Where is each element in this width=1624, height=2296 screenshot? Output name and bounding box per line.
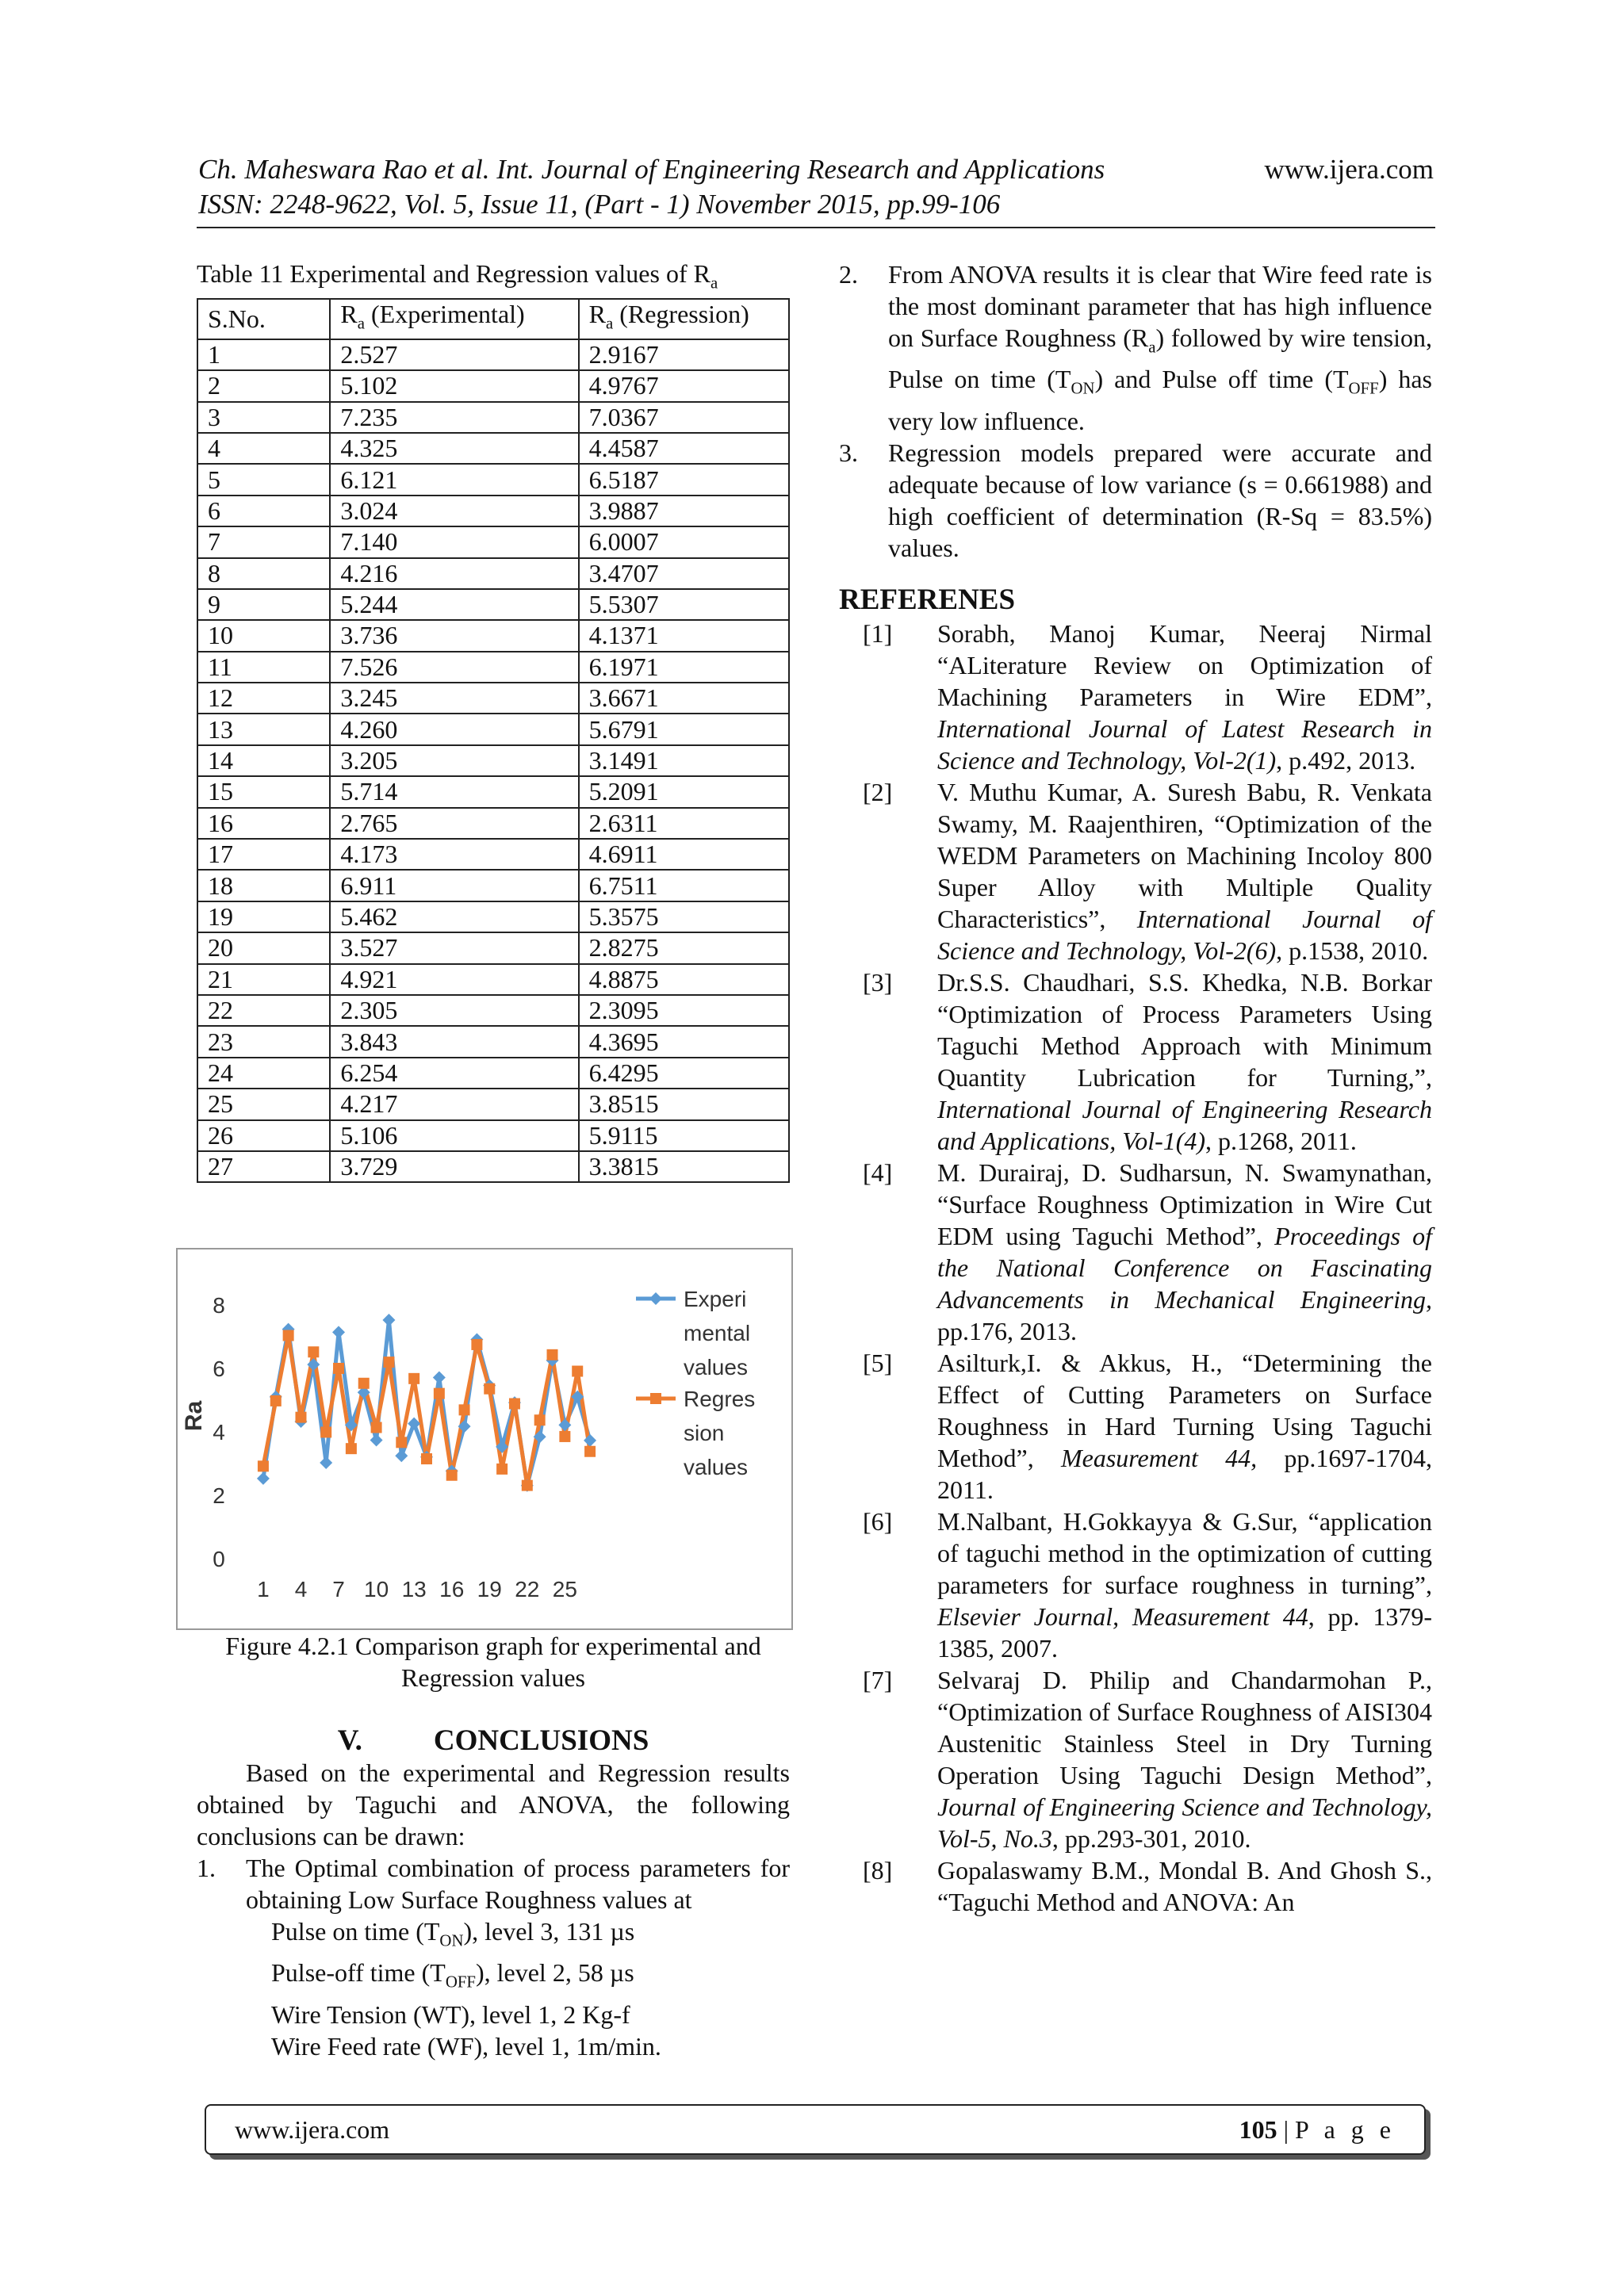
cell-sno: 11	[197, 652, 330, 683]
reference-text: Asilturk,I. & Akkus, H., “Determining the Effect of Cutting Parameters on Surface Roughness in Hard Turning Using Taguchi Method”, Measurement 44, pp.1697-1704, 2011.	[937, 1348, 1432, 1504]
reference-item	[839, 1347, 1432, 1506]
cell-experimental: 6.911	[330, 870, 578, 901]
cell-sno: 25	[197, 1089, 330, 1119]
regression-point	[333, 1363, 344, 1374]
chart-svg	[178, 1249, 791, 1628]
cell-regression: 4.4587	[579, 433, 789, 464]
reference-item	[839, 1157, 1432, 1347]
x-tick-label: 22	[515, 1577, 540, 1601]
reference-list	[839, 618, 1432, 1918]
regression-point	[383, 1357, 394, 1368]
experimental-point	[433, 1371, 446, 1383]
x-tick-label: 10	[364, 1577, 389, 1601]
right-column	[839, 258, 1432, 1918]
regression-point	[396, 1437, 407, 1448]
cell-experimental: 5.106	[330, 1120, 578, 1151]
cell-regression: 4.8875	[579, 964, 789, 995]
cell-experimental: 4.216	[330, 558, 578, 589]
regression-point	[496, 1464, 508, 1475]
cell-regression: 3.8515	[579, 1089, 789, 1119]
table-row	[197, 901, 789, 932]
reference-number: [4]	[863, 1158, 893, 1187]
reference-item	[839, 1664, 1432, 1854]
page-number: 105 | P a g e	[1239, 2114, 1396, 2144]
table-row	[197, 808, 789, 839]
cell-regression: 3.1491	[579, 745, 789, 776]
table-row	[197, 870, 789, 901]
cell-sno: 2	[197, 370, 330, 401]
y-tick-label: 2	[213, 1483, 225, 1508]
table-header-row	[197, 299, 789, 339]
experimental-point	[382, 1314, 395, 1326]
cell-regression: 2.9167	[579, 339, 789, 370]
table-row	[197, 1089, 789, 1119]
cell-sno: 5	[197, 464, 330, 495]
left-column	[197, 258, 790, 1183]
x-tick-label: 4	[294, 1577, 308, 1601]
reference-item	[839, 1854, 1432, 1918]
table-caption: Table 11 Experimental and Regression values of $R_a$	[197, 259, 718, 293]
regression-point	[559, 1431, 570, 1442]
journal-url[interactable]: www.ijera.com	[1264, 154, 1434, 185]
table-row	[197, 995, 789, 1026]
y-tick-label: 0	[213, 1547, 225, 1571]
cell-sno: 17	[197, 839, 330, 870]
cell-experimental: 4.260	[330, 714, 578, 744]
cell-experimental: 3.205	[330, 745, 578, 776]
cell-experimental: 4.325	[330, 433, 578, 464]
legend-label: values	[684, 1455, 748, 1479]
table-row	[197, 1026, 789, 1057]
cell-experimental: 5.102	[330, 370, 578, 401]
x-tick-label: 7	[332, 1577, 345, 1601]
table-row	[197, 620, 789, 651]
conclusion-item-2: 2. From ANOVA results it is clear that Wire feed rate is the most dominant parameter that has high influence on Surface Roughness $(R_a)$ followed by wire tension, Pulse on time $(T_{ON})$ and Pulse off time $(T_{OFF})$ has very low influence.	[839, 260, 1433, 435]
regression-point	[308, 1346, 319, 1357]
reference-number: [6]	[863, 1506, 893, 1536]
param-wire-tension: Wire Tension (WT), level 1, 2 Kg-f	[271, 1999, 630, 2029]
cell-experimental: 4.921	[330, 964, 578, 995]
experimental-point	[395, 1449, 408, 1462]
cell-experimental: 4.173	[330, 839, 578, 870]
cell-sno: 4	[197, 433, 330, 464]
table-row	[197, 683, 789, 714]
regression-point	[421, 1453, 432, 1464]
regression-point	[547, 1349, 558, 1360]
table-row	[197, 589, 789, 620]
col-header-experimental: $R_a$ (Experimental)	[330, 299, 578, 339]
cell-regression: 5.9115	[579, 1120, 789, 1151]
cell-regression: 5.6791	[579, 714, 789, 744]
legend-label: sion	[684, 1421, 725, 1445]
table-row	[197, 370, 789, 401]
cell-regression: 4.3695	[579, 1026, 789, 1057]
table-row	[197, 558, 789, 589]
cell-regression: 6.1971	[579, 652, 789, 683]
experimental-point	[257, 1472, 270, 1485]
reference-item	[839, 1506, 1432, 1664]
reference-text: Gopalaswamy B.M., Mondal B. And Ghosh S., “Taguchi Method and ANOVA: An	[937, 1855, 1432, 1916]
table-row	[197, 339, 789, 370]
cell-regression: 4.1371	[579, 620, 789, 651]
cell-experimental: 2.765	[330, 808, 578, 839]
table-row	[197, 464, 789, 495]
table-row	[197, 964, 789, 995]
regression-point	[434, 1388, 445, 1399]
table-row	[197, 714, 789, 744]
cell-sno: 3	[197, 402, 330, 433]
table-row	[197, 652, 789, 683]
conclusion-item-3: 3. Regression models prepared were accurate and adequate because of low variance (s = 0.661988) and high coefficient of determination (R-Sq = 83.5%) values.	[839, 438, 1432, 562]
cell-sno: 20	[197, 932, 330, 963]
cell-sno: 27	[197, 1151, 330, 1182]
param-pulse-off: Pulse-off time $(T_{OFF})$, level 2, 58 µs	[271, 1958, 634, 1992]
figure-caption: Figure 4.2.1 Comparison graph for experimental and Regression values	[225, 1632, 761, 1692]
section-heading-conclusions: V. CONCLUSIONS	[337, 1724, 649, 1757]
cell-experimental: 3.527	[330, 932, 578, 963]
param-wire-feed: Wire Feed rate (WF), level 1, 1m/min.	[271, 2031, 661, 2061]
cell-regression: 5.5307	[579, 589, 789, 620]
cell-experimental: 3.245	[330, 683, 578, 714]
cell-regression: 2.8275	[579, 932, 789, 963]
reference-number: [2]	[863, 777, 893, 806]
reference-number: [7]	[863, 1665, 893, 1694]
table-row	[197, 932, 789, 963]
reference-item	[839, 966, 1432, 1157]
regression-point	[484, 1383, 495, 1395]
cell-experimental: 2.305	[330, 995, 578, 1026]
cell-sno: 23	[197, 1026, 330, 1057]
cell-regression: 7.0367	[579, 402, 789, 433]
table-row	[197, 1058, 789, 1089]
cell-regression: 2.3095	[579, 995, 789, 1026]
cell-sno: 7	[197, 526, 330, 557]
conclusion-item-1: 1. The Optimal combination of process parameters for obtaining Low Surface Roughness values at	[197, 1854, 790, 1914]
reference-text: M.Nalbant, H.Gokkayya & G.Sur, “application of taguchi method in the optimization of cutting parameters for surface roughness in turning”, Elsevier Journal, Measurement 44, pp. 1379-1385, 2007.	[937, 1506, 1433, 1663]
reference-number: [3]	[863, 967, 893, 997]
cell-sno: 6	[197, 496, 330, 526]
cell-sno: 19	[197, 901, 330, 932]
reference-text: Sorabh, Manoj Kumar, Neeraj Nirmal “ALiterature Review on Optimization of Machining Parameters in Wire EDM”, International Journal of Latest Research in Science and Technology, Vol-2(1), p.492, 2013.	[937, 618, 1432, 775]
footer-url[interactable]: www.ijera.com	[235, 2114, 390, 2144]
reference-number: [8]	[863, 1855, 893, 1885]
regression-point	[320, 1426, 331, 1437]
cell-sno: 24	[197, 1058, 330, 1089]
cell-regression: 6.5187	[579, 464, 789, 495]
cell-experimental: 7.526	[330, 652, 578, 683]
cell-experimental: 5.462	[330, 901, 578, 932]
cell-sno: 21	[197, 964, 330, 995]
table-row	[197, 1120, 789, 1151]
cell-experimental: 3.729	[330, 1151, 578, 1182]
regression-point	[522, 1480, 533, 1491]
y-tick-label: 6	[213, 1357, 225, 1381]
table-row	[197, 526, 789, 557]
reference-number: [1]	[863, 618, 893, 648]
x-tick-label: 13	[401, 1577, 427, 1601]
y-tick-label: 8	[213, 1293, 225, 1318]
page-footer	[205, 2104, 1426, 2155]
cell-experimental: 3.843	[330, 1026, 578, 1057]
comparison-chart	[176, 1248, 793, 1630]
legend-label: Regres	[684, 1387, 756, 1411]
cell-regression: 6.4295	[579, 1058, 789, 1089]
cell-sno: 18	[197, 870, 330, 901]
cell-sno: 26	[197, 1120, 330, 1151]
reference-text: Dr.S.S. Chaudhari, S.S. Khedka, N.B. Borkar “Optimization of Process Parameters Using Taguchi Method Approach with Minimum Quantity Lubrication for Turning,”, International Journal of Engineering Research and Applications, Vol-1(4), p.1268, 2011.	[937, 967, 1432, 1155]
regression-point	[346, 1443, 357, 1454]
col-header-sno: S.No.	[197, 299, 330, 339]
cell-experimental: 6.254	[330, 1058, 578, 1089]
table-row	[197, 433, 789, 464]
references-heading: REFERENES	[839, 583, 1016, 616]
cell-experimental: 5.244	[330, 589, 578, 620]
table-row	[197, 745, 789, 776]
cell-regression: 4.6911	[579, 839, 789, 870]
cell-sno: 22	[197, 995, 330, 1026]
x-tick-label: 16	[439, 1577, 465, 1601]
header-rule	[197, 227, 1435, 228]
running-header	[198, 152, 1434, 222]
cell-experimental: 6.121	[330, 464, 578, 495]
reference-number: [5]	[863, 1348, 893, 1377]
cell-sno: 15	[197, 776, 330, 807]
cell-experimental: 2.527	[330, 339, 578, 370]
ra-values-table	[197, 298, 790, 1183]
legend-label: mental	[684, 1321, 751, 1345]
cell-sno: 10	[197, 620, 330, 651]
legend-label: values	[684, 1355, 748, 1380]
reference-text: V. Muthu Kumar, A. Suresh Babu, R. Venkata Swamy, M. Raajenthiren, “Optimization of the WEDM Parameters on Machining Incoloy 800 Super Alloy with Multiple Quality Characteristics”, International Journal of Science and Technology, Vol-2(6), p.1538, 2010.	[937, 777, 1433, 965]
param-pulse-on: Pulse on time $(T_{ON})$, level 3, 131 µs	[271, 1917, 635, 1950]
regression-point	[408, 1373, 419, 1384]
cell-regression: 6.7511	[579, 870, 789, 901]
x-tick-label: 25	[552, 1577, 577, 1601]
cell-regression: 4.9767	[579, 370, 789, 401]
regression-point	[534, 1414, 546, 1425]
legend-label: Experi	[684, 1287, 747, 1311]
cell-experimental: 5.714	[330, 776, 578, 807]
cell-regression: 2.6311	[579, 808, 789, 839]
y-tick-label: 4	[213, 1420, 225, 1445]
cell-experimental: 3.024	[330, 496, 578, 526]
regression-point	[358, 1378, 370, 1389]
cell-sno: 1	[197, 339, 330, 370]
cell-regression: 3.6671	[579, 683, 789, 714]
cell-sno: 13	[197, 714, 330, 744]
table-row	[197, 402, 789, 433]
x-tick-label: 1	[257, 1577, 270, 1601]
col-header-regression: $R_a$ (Regression)	[579, 299, 789, 339]
cell-regression: 5.2091	[579, 776, 789, 807]
cell-sno: 16	[197, 808, 330, 839]
regression-point	[371, 1422, 382, 1433]
reference-text: M. Durairaj, D. Sudharsun, N. Swamynathan, “Surface Roughness Optimization in Wire Cut EDM using Taguchi Method”, Proceedings of the National Conference on Fascinating Advancements in Mechanical Engineering, pp.176, 2013.	[937, 1158, 1433, 1345]
conclusions-intro: Based on the experimental and Regression results obtained by Taguchi and ANOVA, the following conclusions can be drawn:	[197, 1758, 790, 1850]
reference-text: Selvaraj D. Philip and Chandarmohan P., “Optimization of Surface Roughness of AISI304 Austenitic Stainless Steel in Dry Turning Operation Using Taguchi Design Method”, Journal of Engineering Science and Technology, Vol-5, No.3, pp.293-301, 2010.	[937, 1665, 1432, 1853]
x-tick-label: 19	[477, 1577, 502, 1601]
table-row	[197, 496, 789, 526]
cell-experimental: 3.736	[330, 620, 578, 651]
regression-point	[584, 1446, 596, 1457]
regression-point	[471, 1339, 482, 1350]
cell-regression: 3.4707	[579, 558, 789, 589]
journal-citation: Ch. Maheswara Rao et al. Int. Journal of Engineering Research and Applications	[198, 154, 1105, 185]
regression-point	[283, 1330, 294, 1341]
legend-marker-square	[650, 1393, 661, 1404]
cell-sno: 12	[197, 683, 330, 714]
table-row	[197, 1151, 789, 1182]
table-row	[197, 839, 789, 870]
cell-experimental: 4.217	[330, 1089, 578, 1119]
cell-experimental: 7.140	[330, 526, 578, 557]
experimental-point	[370, 1434, 383, 1447]
table-row	[197, 776, 789, 807]
cell-sno: 14	[197, 745, 330, 776]
regression-point	[446, 1470, 458, 1481]
conclusions-body	[197, 1757, 790, 2062]
regression-point	[295, 1412, 306, 1423]
reference-item	[839, 776, 1432, 966]
regression-point	[572, 1366, 583, 1377]
experimental-point	[320, 1456, 332, 1469]
cell-regression: 5.3575	[579, 901, 789, 932]
reference-item	[839, 618, 1432, 776]
cell-regression: 6.0007	[579, 526, 789, 557]
y-axis-label: Ra	[181, 1400, 207, 1432]
issn-line: ISSN: 2248-9622, Vol. 5, Issue 11, (Part - 1) November 2015, pp.99-106	[198, 189, 1001, 220]
cell-sno: 8	[197, 558, 330, 589]
experimental-point	[332, 1326, 345, 1338]
regression-point	[270, 1395, 282, 1406]
regression-point	[258, 1460, 269, 1471]
regression-point	[509, 1399, 520, 1410]
cell-sno: 9	[197, 589, 330, 620]
cell-regression: 3.3815	[579, 1151, 789, 1182]
regression-point	[459, 1404, 470, 1415]
cell-regression: 3.9887	[579, 496, 789, 526]
cell-experimental: 7.235	[330, 402, 578, 433]
legend-marker-diamond	[649, 1292, 662, 1305]
experimental-point	[584, 1434, 596, 1447]
